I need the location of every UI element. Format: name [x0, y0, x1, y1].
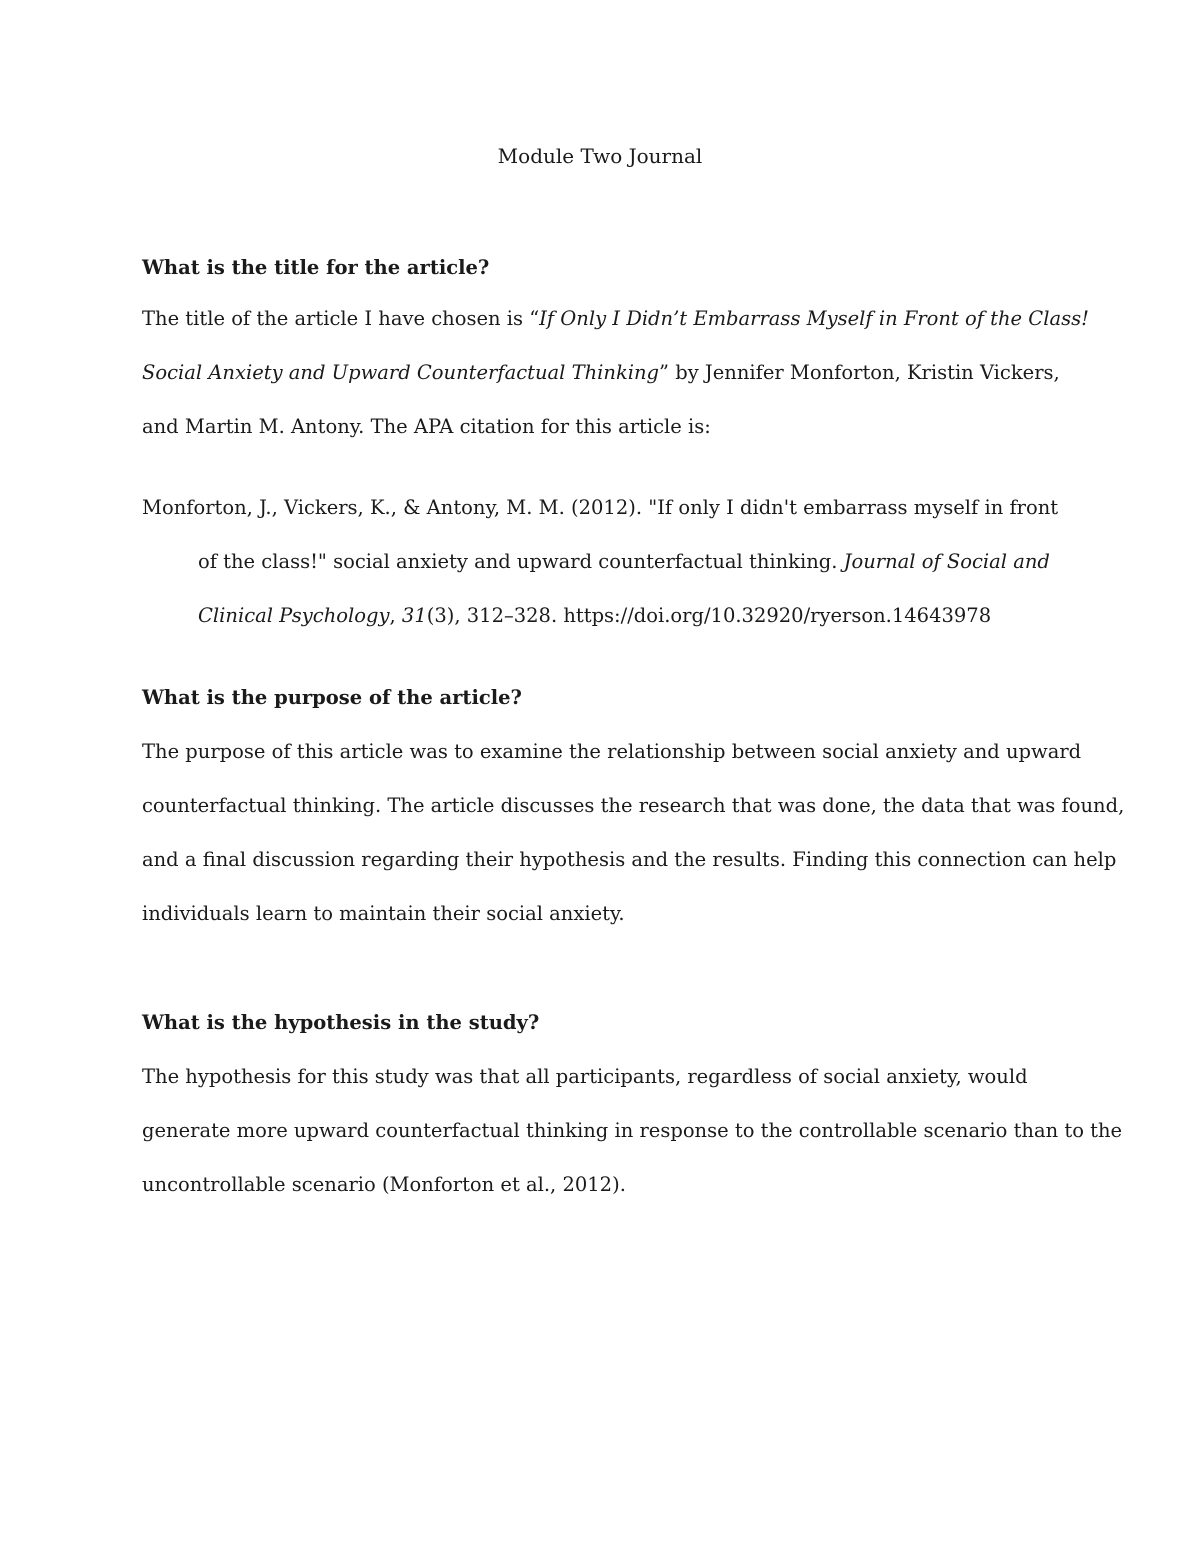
section-heading: What is the purpose of the article?	[142, 686, 522, 709]
journal-name: Clinical Psychology	[198, 604, 390, 627]
paragraph-line: Social Anxiety and Upward Counterfactual Thinking” by Jennifer Monforton, Kristin Vickers,	[142, 361, 1060, 384]
section-heading: What is the title for the article?	[142, 256, 490, 279]
paragraph-line: individuals learn to maintain their social anxiety.	[142, 902, 625, 925]
paragraph-line: The purpose of this article was to examine the relationship between social anxiety and upward	[142, 740, 1082, 763]
section-article-title	[142, 253, 1072, 283]
journal-name: Journal of Social and	[843, 550, 1050, 573]
citation-line: of the class!" social anxiety and upward counterfactual thinking. Journal of Social and	[198, 550, 1050, 573]
paragraph-line: and a final discussion regarding their hypothesis and the results. Finding this connection can help	[142, 848, 1117, 871]
article-title-italic: If Only I Didn’t Embarrass Myself in Front of the Class!	[539, 307, 1089, 330]
paragraph-line: uncontrollable scenario (Monforton et al., 2012).	[142, 1173, 626, 1196]
article-title-italic: Social Anxiety and Upward Counterfactual Thinking	[142, 361, 660, 384]
paragraph-line: and Martin M. Antony. The APA citation for this article is:	[142, 415, 711, 438]
paragraph-line: The title of the article I have chosen is “If Only I Didn’t Embarrass Myself in Front of the Class!	[142, 307, 1089, 330]
section-heading: What is the hypothesis in the study?	[142, 1011, 540, 1034]
section-purpose	[142, 683, 1072, 713]
citation-line: Clinical Psychology, 31(3), 312–328. https://doi.org/10.32920/ryerson.14643978	[198, 604, 992, 627]
paragraph-line: generate more upward counterfactual thinking in response to the controllable scenario than to the	[142, 1119, 1123, 1142]
hypothesis-paragraph	[142, 1050, 1123, 1212]
purpose-paragraph	[142, 725, 1125, 941]
article-title-paragraph	[142, 292, 1089, 454]
citation-line: Monforton, J., Vickers, K., & Antony, M. M. (2012). "If only I didn't embarrass myself in front	[142, 496, 1059, 519]
document-title: Module Two Journal	[497, 144, 703, 168]
paragraph-line: The hypothesis for this study was that all participants, regardless of social anxiety, would	[142, 1065, 1028, 1088]
section-hypothesis	[142, 1008, 1072, 1038]
apa-citation	[142, 481, 1072, 643]
journal-volume: 31	[401, 604, 427, 627]
paragraph-line: counterfactual thinking. The article discusses the research that was done, the data that was found,	[142, 794, 1125, 817]
